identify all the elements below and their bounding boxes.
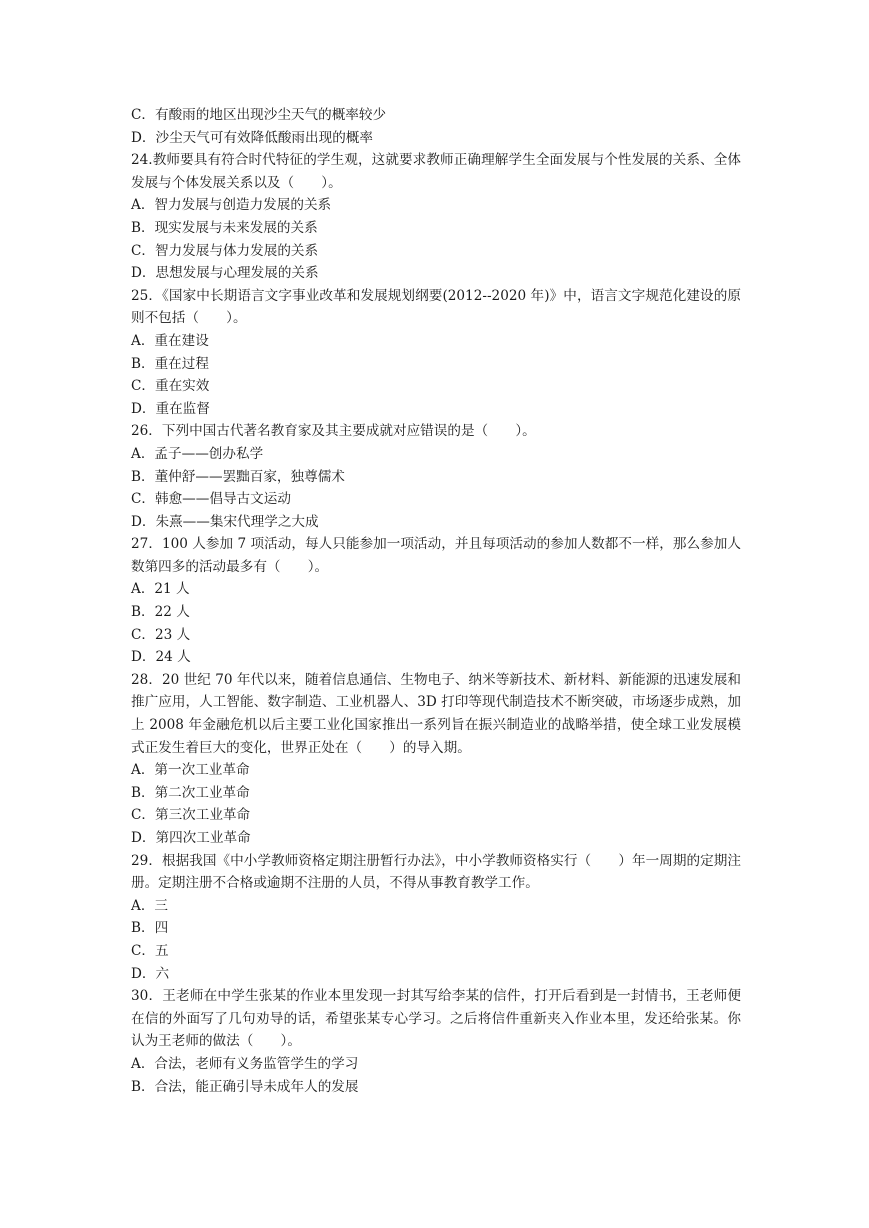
option-line: D．沙尘天气可有效降低酸雨出现的概率 bbox=[131, 129, 373, 146]
option-line: A．合法，老师有义务监管学生的学习 bbox=[131, 1055, 359, 1072]
option-line: B．第二次工业革命 bbox=[131, 784, 250, 801]
question-stem-27: 27．100 人参加 7 项活动，每人只能参加一项活动，并且每项活动的参加人数都不一样，那么参加人数第四多的活动最多有（ ）。 bbox=[131, 536, 741, 575]
option-line: D．六 bbox=[131, 965, 170, 982]
option-line: D．重在监督 bbox=[131, 400, 210, 417]
question-stem-29: 29．根据我国《中小学教师资格定期注册暂行办法》，中小学教师资格实行（ ）年一周期的定期注册。定期注册不合格或逾期不注册的人员，不得从事教育教学工作。 bbox=[131, 852, 741, 892]
option-line: C．五 bbox=[131, 942, 169, 959]
option-line: B．重在过程 bbox=[131, 355, 209, 372]
option-line: D．朱熹——集宋代理学之大成 bbox=[131, 513, 319, 530]
option-line: A．智力发展与创造力发展的关系 bbox=[131, 197, 332, 214]
option-line: B．合法，能正确引导未成年人的发展 bbox=[131, 1078, 359, 1095]
option-line: A．重在建设 bbox=[131, 332, 209, 349]
option-line: B．董仲舒——罢黜百家，独尊儒术 bbox=[131, 468, 345, 485]
question-stem-30: 30．王老师在中学生张某的作业本里发现一封其写给李某的信件，打开后看到是一封情书，王老师便在信的外面写了几句劝导的话，希望张某专心学习。之后将信件重新夹入作业本里，发还给张某。你认为王老师的做法（ ）。 bbox=[131, 988, 741, 1050]
option-line: A．第一次工业革命 bbox=[131, 762, 250, 779]
option-line: C．23 人 bbox=[131, 626, 191, 643]
option-line: C．重在实效 bbox=[131, 378, 210, 395]
question-stem-24: 24.教师要具有符合时代特征的学生观，这就要求教师正确理解学生全面发展与个性发展的关系、全体发展与个体发展关系以及（ ）。 bbox=[131, 152, 741, 191]
option-line: B．22 人 bbox=[131, 604, 190, 621]
option-line: D．第四次工业革命 bbox=[131, 830, 251, 846]
option-line: A．三 bbox=[131, 897, 169, 914]
question-stem-26: 26．下列中国古代著名教育家及其主要成就对应错误的是（ ）。 bbox=[131, 423, 536, 440]
option-line: C．有酸雨的地区出现沙尘天气的概率较少 bbox=[131, 107, 387, 123]
option-line: B．四 bbox=[131, 920, 169, 937]
option-line: A．21 人 bbox=[131, 581, 190, 598]
document-page bbox=[131, 104, 741, 1098]
option-line: B．现实发展与未来发展的关系 bbox=[131, 219, 318, 236]
question-stem-28: 28．20 世纪 70 年代以来，随着信息通信、生物电子、纳米等新技术、新材料、新能源的迅速发展和推广应用，人工智能、数字制造、工业机器人、3D 打印等现代制造技术不断突破，市场逐步成熟，加上 2008 年金融危机以后主要工业化国家推出一系列旨在振兴制造业的战略举措，使全球工业发展模式正发生着巨大的变化，世界正处在（ ）的导入期。 bbox=[131, 671, 741, 756]
question-stem-25: 25．《国家中长期语言文字事业改革和发展规划纲要(2012--2020 年)》中，语言文字规范化建设的原则不包括（ ）。 bbox=[131, 287, 741, 327]
option-line: C．第三次工业革命 bbox=[131, 807, 251, 824]
option-line: C．韩愈——倡导古文运动 bbox=[131, 491, 291, 508]
option-line: C．智力发展与体力发展的关系 bbox=[131, 242, 319, 259]
option-line: D．24 人 bbox=[131, 649, 191, 666]
option-line: D．思想发展与心理发展的关系 bbox=[131, 265, 319, 282]
option-line: A．孟子——创办私学 bbox=[131, 445, 264, 462]
